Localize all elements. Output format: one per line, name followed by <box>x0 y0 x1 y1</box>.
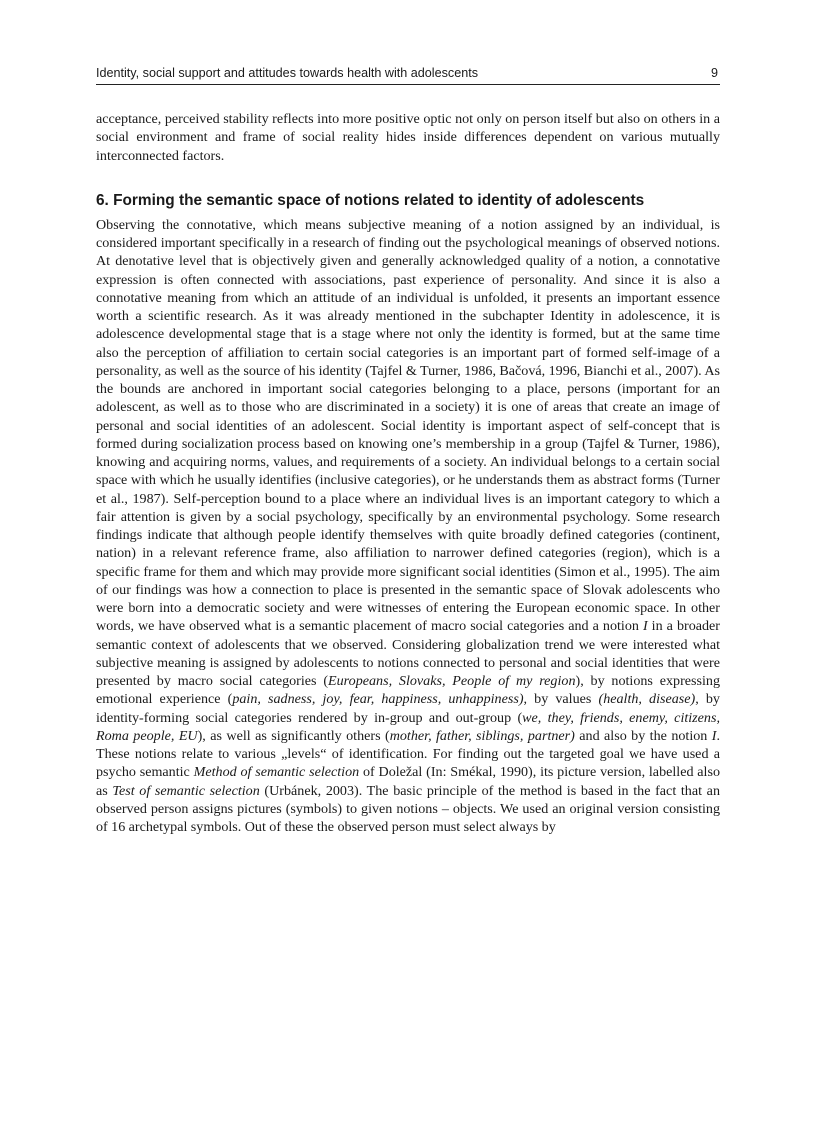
text-run: ), as well as significantly others ( <box>197 727 390 744</box>
text-run: . These notions relate to various „levels“ of identification. For finding out the targeted goal we have used a psycho semantic <box>96 727 720 781</box>
document-page <box>96 66 720 836</box>
section-heading: 6. Forming the semantic space of notions related to identity of adolescents <box>96 191 645 209</box>
italic-term: we, they, friends, enemy, citizens, Roma people, EU <box>96 709 720 744</box>
text-run: and also by the notion <box>574 727 712 744</box>
text-run: , by identity-forming social categories rendered by in-group and out-group ( <box>96 691 720 726</box>
main-paragraph <box>96 216 720 837</box>
running-title: Identity, social support and attitudes towards health with adolescents <box>96 66 478 80</box>
text-run: ), by notions expressing emotional experience ( <box>96 673 721 708</box>
italic-term: pain, sadness, joy, fear, happiness, unhappiness) <box>232 691 524 708</box>
text-run: (Urbánek, 2003). The basic principle of the method is based in the fact that an observed person assigns pictures (symbols) to given notions – objects. We used an original version consisting of 16 archetypal symbols. Out of these the observed person must select always by <box>96 782 720 835</box>
italic-term: Method of semantic selection <box>193 764 360 781</box>
text-run: Observing the connotative, which means subjective meaning of a notion assigned by an individual, is considered important specifically in a research of finding out the psychological meanings of observed notions. At denotative level that is objectively given and generally acknowledged quality of a notion, a connotative expression is often connected with associations, past experience of personality. And since it is also a connotative meaning from which an attitude of an individual is unfolded, it presents an important essence worth a scientific research. As it was already mentioned in the subchapter Identity in adolescence, it is adolescence developmental stage that is a stage where not only the identity is formed, but at the same time also the perception of affiliation to certain social categories is an important part of formed self-image of a personality, as well as the source of his identity (Tajfel & Turner, 1986, Bačová, 1996, Bianchi et al., 2007). As the bounds are anchored in important social categories belonging to a place, persons (important for an adolescent, as well as to those who are discriminated in a society) it is one of areas that create an image of personal and social identities of an adolescent. Social identity is important aspect of self-concept that is formed during socialization process based on knowing one’s membership in a group (Tajfel & Turner, 1986), knowing and acquiring norms, values, and requirements of a society. An individual belongs to a certain social space with which he usually identifies (inclusive categories), or he understands them as abstract forms (Turner et al., 1987). Self-perception bound to a place where an individual lives is an important category to which a fair attention is given by a social psychology, specifically by an environmental psychology. Some research findings indicate that although people identify themselves with quite broadly defined categories (continent, nation) in a relevant reference frame, also affiliation to narrower defined categories (region), which is a specific frame for them and which may provide more significant social identities (Simon et al., 1995). The aim of our findings was how a connection to place is presented in the semantic space of Slovak adolescents who were born into a democratic society and were witnesses of entering the European economic space. In other words, we have observed what is a semantic placement of macro social categories and a notion <box>96 216 720 635</box>
text-run: , by values <box>523 691 599 708</box>
italic-term: Test of semantic selection <box>112 782 260 799</box>
text-run: of Doležal (In: Smékal, 1990), its picture version, labelled also as <box>96 764 720 799</box>
italic-term: mother, father, siblings, partner) <box>389 727 575 744</box>
running-header <box>96 66 720 85</box>
page-number: 9 <box>710 66 718 80</box>
text-run: in a broader semantic context of adolescents that we observed. Considering globalization trend we were interested what subjective meaning is assigned by adolescents to notions connected to personal and social identities that were presented by macro social categories ( <box>96 618 720 689</box>
intro-paragraph: acceptance, perceived stability reflects into more positive optic not only on person itself but also on others in a social environment and frame of social reality hides inside differences dependent on various mutually interconnected factors. <box>96 111 720 164</box>
italic-term: I <box>711 727 717 744</box>
italic-term: Europeans, Slovaks, People of my region <box>328 673 576 689</box>
italic-term: I <box>642 618 648 635</box>
italic-term: (health, disease) <box>598 691 696 708</box>
